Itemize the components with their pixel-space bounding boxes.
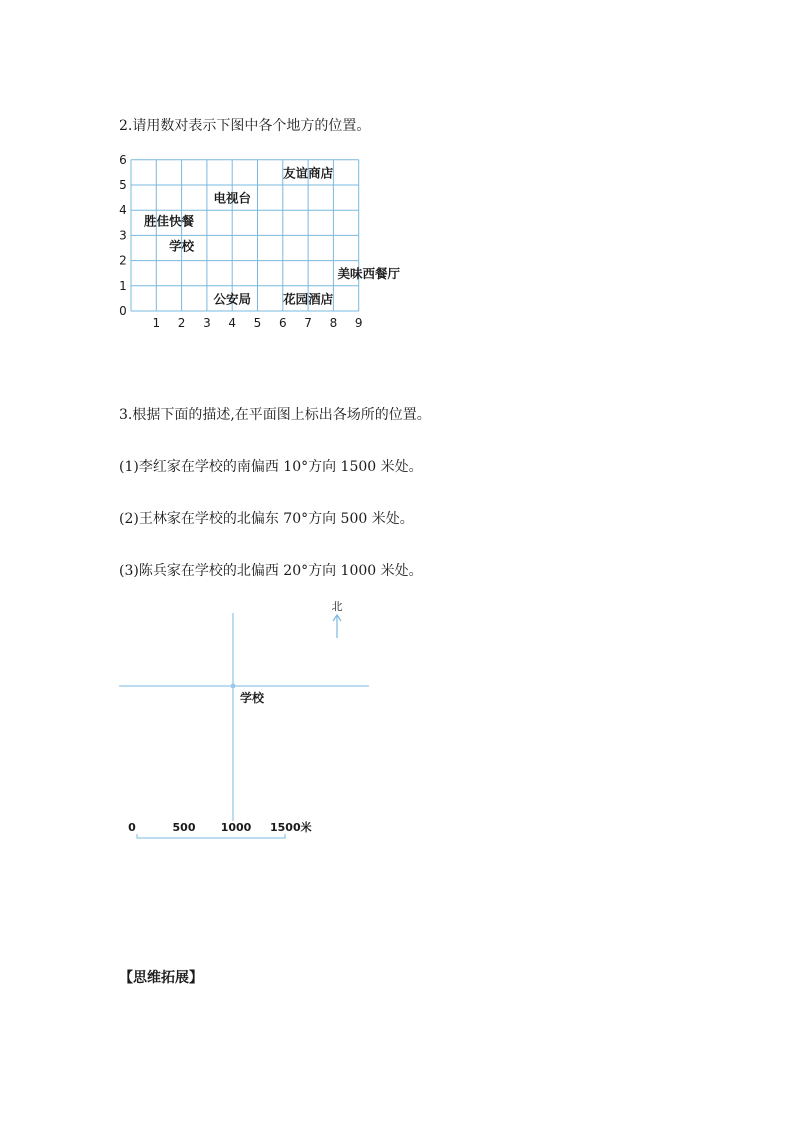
y-tick-label: 4 bbox=[119, 203, 127, 218]
y-tick-label: 0 bbox=[119, 304, 127, 318]
section-heading: 【思维拓展】 bbox=[119, 970, 203, 986]
scale-label-0: 0 bbox=[128, 821, 136, 834]
x-tick-label: 4 bbox=[228, 316, 237, 330]
y-tick-label: 1 bbox=[119, 278, 127, 293]
x-tick-label: 1 bbox=[152, 316, 161, 330]
scale-label-500: 500 bbox=[172, 821, 196, 834]
y-axis-ticks bbox=[119, 153, 127, 318]
y-tick-label: 5 bbox=[119, 178, 127, 192]
coordinate-grid bbox=[110, 150, 430, 335]
grid-lines bbox=[131, 160, 359, 311]
place-label: 花园酒店 bbox=[283, 291, 334, 307]
y-tick-label: 2 bbox=[119, 253, 127, 268]
x-tick-label: 9 bbox=[354, 316, 363, 330]
x-tick-label: 7 bbox=[304, 316, 312, 330]
x-tick-label: 5 bbox=[253, 316, 262, 330]
school-label: 学校 bbox=[240, 691, 265, 705]
north-label: 北 bbox=[331, 600, 343, 613]
scale-bar bbox=[137, 834, 285, 838]
place-label: 学校 bbox=[169, 238, 195, 254]
place-label: 美味西餐厅 bbox=[337, 266, 401, 282]
place-label: 公安局 bbox=[213, 291, 251, 307]
school-point bbox=[231, 684, 236, 689]
place-label: 胜佳快餐 bbox=[143, 213, 194, 229]
question-3-item-2: (2)王林家在学校的北偏东 70°方向 500 米处。 bbox=[119, 511, 414, 527]
question-3-title: 3.根据下面的描述,在平面图上标出各场所的位置。 bbox=[119, 407, 431, 423]
x-tick-label: 2 bbox=[177, 316, 186, 330]
x-tick-label: 6 bbox=[278, 316, 287, 330]
question-2-title: 2.请用数对表示下图中各个地方的位置。 bbox=[119, 118, 371, 134]
x-tick-label: 8 bbox=[329, 316, 338, 330]
scale-label-1500: 1500米 bbox=[270, 821, 312, 834]
x-tick-label: 3 bbox=[203, 316, 211, 330]
question-3-item-3: (3)陈兵家在学校的北偏西 20°方向 1000 米处。 bbox=[119, 563, 423, 579]
y-tick-label: 6 bbox=[119, 152, 127, 167]
scale-label-1000: 1000 bbox=[220, 821, 252, 834]
place-label: 友谊商店 bbox=[283, 165, 334, 181]
y-tick-label: 3 bbox=[119, 228, 127, 243]
x-axis-ticks bbox=[152, 316, 362, 330]
question-3-item-1: (1)李红家在学校的南偏西 10°方向 1500 米处。 bbox=[119, 459, 423, 475]
plane-map bbox=[110, 595, 370, 845]
place-label: 电视台 bbox=[213, 190, 251, 206]
